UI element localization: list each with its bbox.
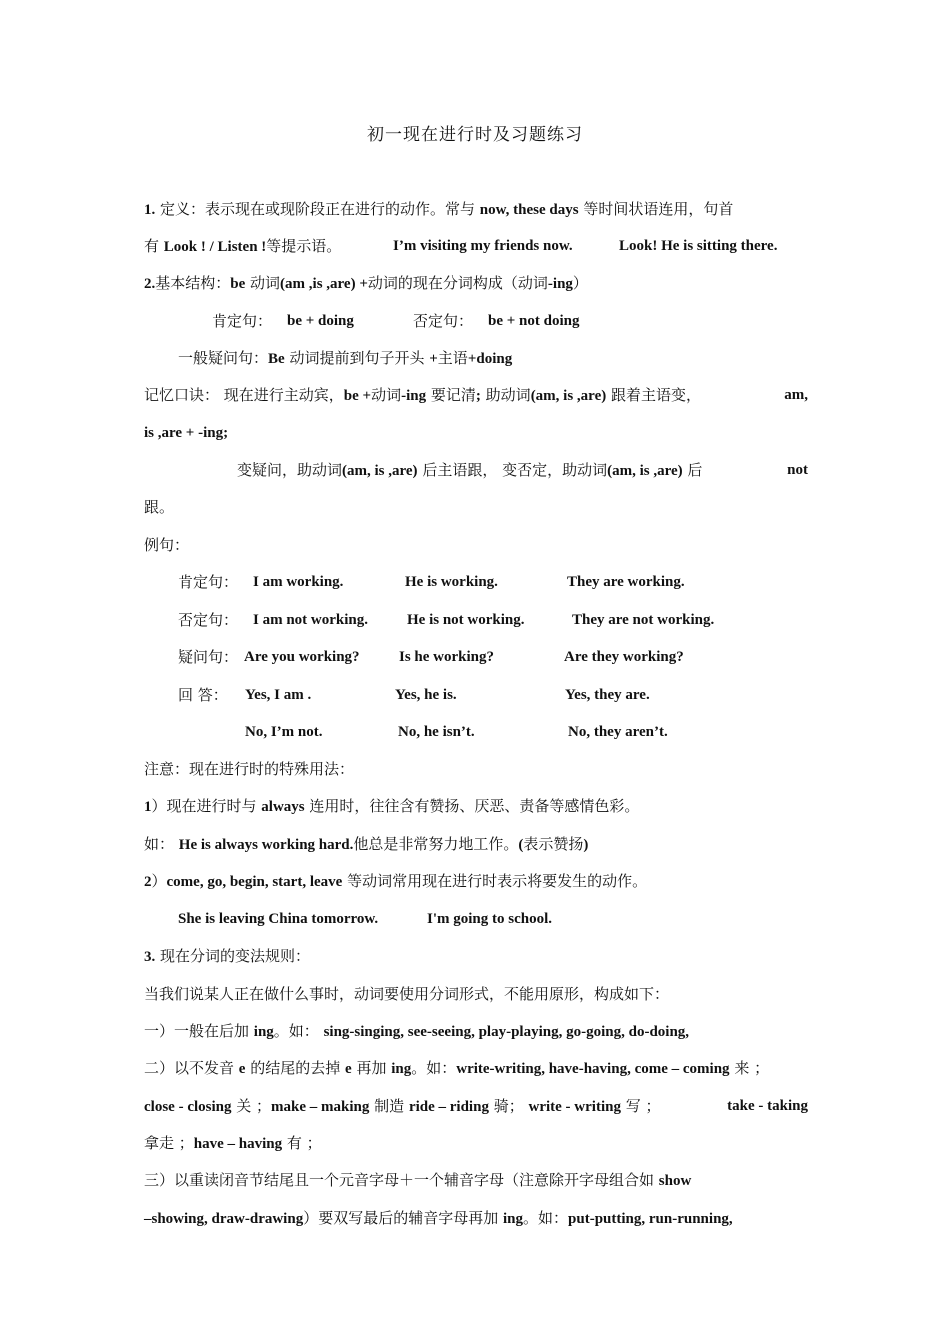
section-3-intro: 当我们说某人正在做什么事时，动词要使用分词形式，不能用原形，构成如下： bbox=[144, 985, 670, 1003]
example-cell: No, he isn’t. bbox=[398, 724, 475, 740]
memory-rhyme-line-1: 记忆口诀： 现在进行主动宾，be +动词-ing 要记清; 助动词(am, is ,are) 跟着主语变， am, bbox=[144, 386, 808, 404]
example-cell: He is not working. bbox=[407, 612, 525, 628]
rule-3: 三）以重读闭音节结尾且一个元音字母＋一个辅音字母（注意除开字母组合如 show bbox=[144, 1171, 692, 1189]
definition-example-2: Look! He is sitting there. bbox=[619, 238, 778, 254]
example-cell: Are you working? bbox=[244, 649, 360, 665]
document-title: 初一现在进行时及习题练习 bbox=[367, 125, 583, 145]
note-point-1: 1）现在进行时与 always 连用时，往往含有赞扬、厌恶、责备等感情色彩。 bbox=[144, 797, 640, 815]
section-3-heading: 3. 现在分词的变法规则： bbox=[144, 947, 311, 965]
negative-structure: be + not doing bbox=[488, 313, 580, 329]
example-cell: Are they working? bbox=[564, 649, 684, 665]
example-cell: I am not working. bbox=[253, 612, 369, 628]
memory-rhyme-line-4: 跟。 bbox=[144, 498, 175, 516]
example-cell: No, I’m not. bbox=[245, 724, 323, 740]
note-heading: 注意：现在进行时的特殊用法： bbox=[144, 760, 355, 778]
memory-rhyme-line-2: is ,are + -ing; bbox=[144, 425, 229, 441]
example-cell: Yes, I am . bbox=[245, 687, 312, 703]
example-cell: He is working. bbox=[405, 574, 498, 590]
example-cell: Yes, he is. bbox=[395, 687, 457, 703]
affirmative-structure: be + doing bbox=[287, 313, 354, 329]
example-cell: Yes, they are. bbox=[565, 687, 650, 703]
example-cell: I am working. bbox=[253, 574, 344, 590]
definition-line-2: 有 Look ! / Listen !等提示语。 bbox=[144, 237, 342, 255]
note-point-2-example-1: She is leaving China tomorrow. bbox=[178, 911, 379, 927]
question-structure-line: 一般疑问句：Be 动词提前到句子开头 +主语+doing bbox=[178, 349, 513, 367]
rule-1: 一）一般在后加 ing。如： sing-singing, see-seeing, play-playing, go-going, do-doing, bbox=[144, 1022, 690, 1040]
example-cell: They are not working. bbox=[572, 612, 715, 628]
rule-2: 二）以不发音 e 的结尾的去掉 e 再加 ing。如：write-writing, have-having, come – coming 来 ； bbox=[144, 1059, 770, 1077]
example-row-label: 否定句： bbox=[178, 611, 239, 629]
definition-example-1: I’m visiting my friends now. bbox=[393, 238, 573, 254]
memory-rhyme-line-3: 变疑问，助动词(am, is ,are) 后主语跟， 变否定，助动词(am, is ,are) 后 not bbox=[237, 461, 808, 479]
rule-2-examples: close - closing 关 ；make – making 制造 ride – riding 骑； write - writing 写 ； take - taking bbox=[144, 1097, 808, 1115]
examples-heading: 例句： bbox=[144, 536, 190, 554]
rule-2-examples-cont: 拿走 ；have – having 有 ； bbox=[144, 1134, 322, 1152]
example-cell: Is he working? bbox=[399, 649, 495, 665]
definition-line-1: 1. 定义：表示现在或现阶段正在进行的动作。常与 now, these days 等时间状语连用，句首 bbox=[144, 200, 734, 218]
example-row-label: 回 答： bbox=[178, 686, 228, 704]
affirmative-label: 肯定句： bbox=[212, 312, 273, 330]
rule-3-cont: –showing, draw-drawing）要双写最后的辅音字母再加 ing。如：put-putting, run-running, bbox=[144, 1209, 733, 1227]
note-point-2-example-2: I'm going to school. bbox=[427, 911, 553, 927]
negative-label: 否定句： bbox=[413, 312, 474, 330]
structure-line: 2.基本结构：be 动词(am ,is ,are) +动词的现在分词构成（动词-ing） bbox=[144, 274, 588, 292]
note-point-2: 2）come, go, begin, start, leave 等动词常用现在进行时表示将要发生的动作。 bbox=[144, 872, 648, 890]
example-row-label: 疑问句： bbox=[178, 648, 239, 666]
example-cell: They are working. bbox=[567, 574, 685, 590]
note-point-1-example: 如： He is always working hard.他总是非常努力地工作。(表示赞扬) bbox=[144, 835, 589, 853]
example-row-label: 肯定句： bbox=[178, 573, 239, 591]
example-cell: No, they aren’t. bbox=[568, 724, 668, 740]
